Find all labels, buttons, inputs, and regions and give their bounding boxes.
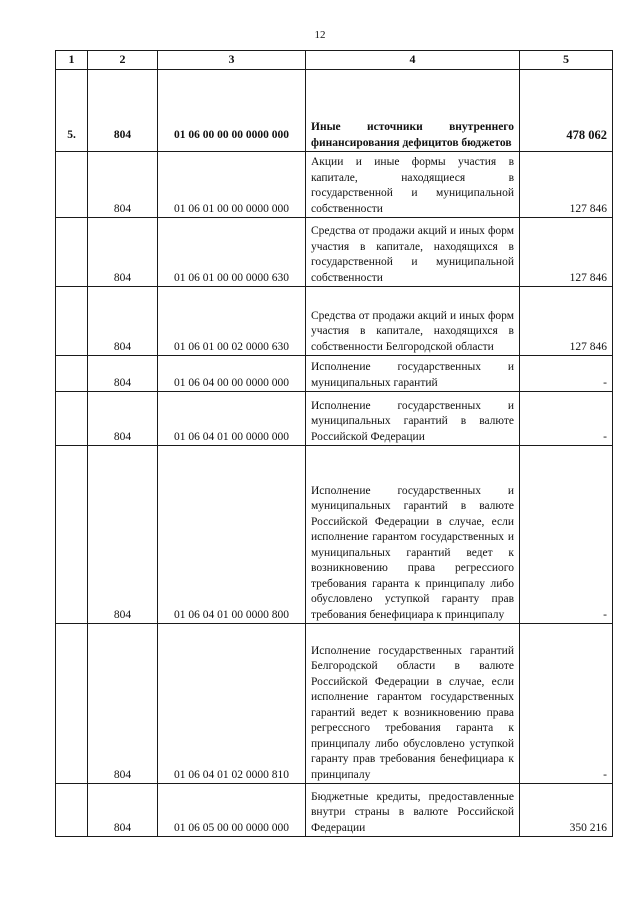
cell-classification-code: 01 06 04 01 02 0000 810	[158, 624, 306, 784]
cell-row-number	[56, 287, 88, 356]
cell-admin-code: 804	[88, 446, 158, 624]
column-header-1: 1	[56, 51, 88, 70]
table-row	[56, 218, 613, 287]
table-row	[56, 287, 613, 356]
cell-classification-code: 01 06 04 01 00 0000 800	[158, 446, 306, 624]
column-header-3: 3	[158, 51, 306, 70]
table-row	[56, 392, 613, 446]
cell-source-name: Бюджетные кредиты, предоставленные внутри страны в валюте Российской Федерации	[306, 784, 520, 837]
cell-source-name: Исполнение государственных и муниципальных гарантий	[306, 356, 520, 392]
cell-admin-code: 804	[88, 70, 158, 152]
cell-amount: -	[520, 392, 613, 446]
cell-classification-code: 01 06 00 00 00 0000 000	[158, 70, 306, 152]
cell-amount: -	[520, 356, 613, 392]
cell-classification-code: 01 06 01 00 02 0000 630	[158, 287, 306, 356]
cell-row-number	[56, 446, 88, 624]
cell-row-number	[56, 784, 88, 837]
budget-sources-table	[55, 50, 613, 837]
table-header	[56, 51, 613, 70]
cell-amount: -	[520, 624, 613, 784]
cell-source-name: Иные источники внутреннего финансирования дефицитов бюджетов	[306, 70, 520, 152]
table-row	[56, 70, 613, 152]
cell-admin-code: 804	[88, 356, 158, 392]
cell-amount: 478 062	[520, 70, 613, 152]
cell-row-number	[56, 218, 88, 287]
header-row	[56, 51, 613, 70]
column-header-5: 5	[520, 51, 613, 70]
cell-amount: 127 846	[520, 152, 613, 218]
table-row	[56, 446, 613, 624]
table-row	[56, 784, 613, 837]
cell-admin-code: 804	[88, 624, 158, 784]
cell-row-number	[56, 356, 88, 392]
cell-classification-code: 01 06 01 00 00 0000 630	[158, 218, 306, 287]
cell-source-name: Исполнение государственных гарантий Белгородской области в валюте Российской Федерации в случае, если исполнение гарантом государственных гарантий ведет к возникновению права регрессного требования гаранта к принципалу либо обусловлено уступкой гаранту прав требования бенефициара к принципалу	[306, 624, 520, 784]
cell-admin-code: 804	[88, 218, 158, 287]
cell-admin-code: 804	[88, 287, 158, 356]
cell-classification-code: 01 06 04 00 00 0000 000	[158, 356, 306, 392]
cell-source-name: Исполнение государственных и муниципальных гарантий в валюте Российской Федерации	[306, 392, 520, 446]
cell-row-number	[56, 624, 88, 784]
cell-amount: 350 216	[520, 784, 613, 837]
cell-row-number	[56, 152, 88, 218]
table-row	[56, 356, 613, 392]
cell-admin-code: 804	[88, 392, 158, 446]
cell-amount: 127 846	[520, 218, 613, 287]
column-header-2: 2	[88, 51, 158, 70]
cell-classification-code: 01 06 05 00 00 0000 000	[158, 784, 306, 837]
page-number: 12	[314, 29, 326, 41]
table-row	[56, 152, 613, 218]
cell-source-name: Средства от продажи акций и иных форм участия в капитале, находящихся в государственной и муниципальной собственности	[306, 218, 520, 287]
cell-amount: 127 846	[520, 287, 613, 356]
column-header-4: 4	[306, 51, 520, 70]
cell-admin-code: 804	[88, 784, 158, 837]
cell-admin-code: 804	[88, 152, 158, 218]
cell-classification-code: 01 06 04 01 00 0000 000	[158, 392, 306, 446]
cell-source-name: Исполнение государственных и муниципальных гарантий в валюте Российской Федерации в случае, если исполнение гарантом государственных и муниципальных гарантий ведет к возникновению права регрессиого требования гаранта к принципалу либо обусловлено уступкой гаранту прав требования бенефициара к принципалу	[306, 446, 520, 624]
cell-amount: -	[520, 446, 613, 624]
cell-row-number	[56, 392, 88, 446]
cell-source-name: Средства от продажи акций и иных форм участия в капитале, находящихся в собственности Белгородской области	[306, 287, 520, 356]
cell-row-number: 5.	[56, 70, 88, 152]
cell-source-name: Акции и иные формы участия в капитале, находящиеся в государственной и муниципальной собственности	[306, 152, 520, 218]
table-body	[56, 70, 613, 837]
cell-classification-code: 01 06 01 00 00 0000 000	[158, 152, 306, 218]
table-row	[56, 624, 613, 784]
